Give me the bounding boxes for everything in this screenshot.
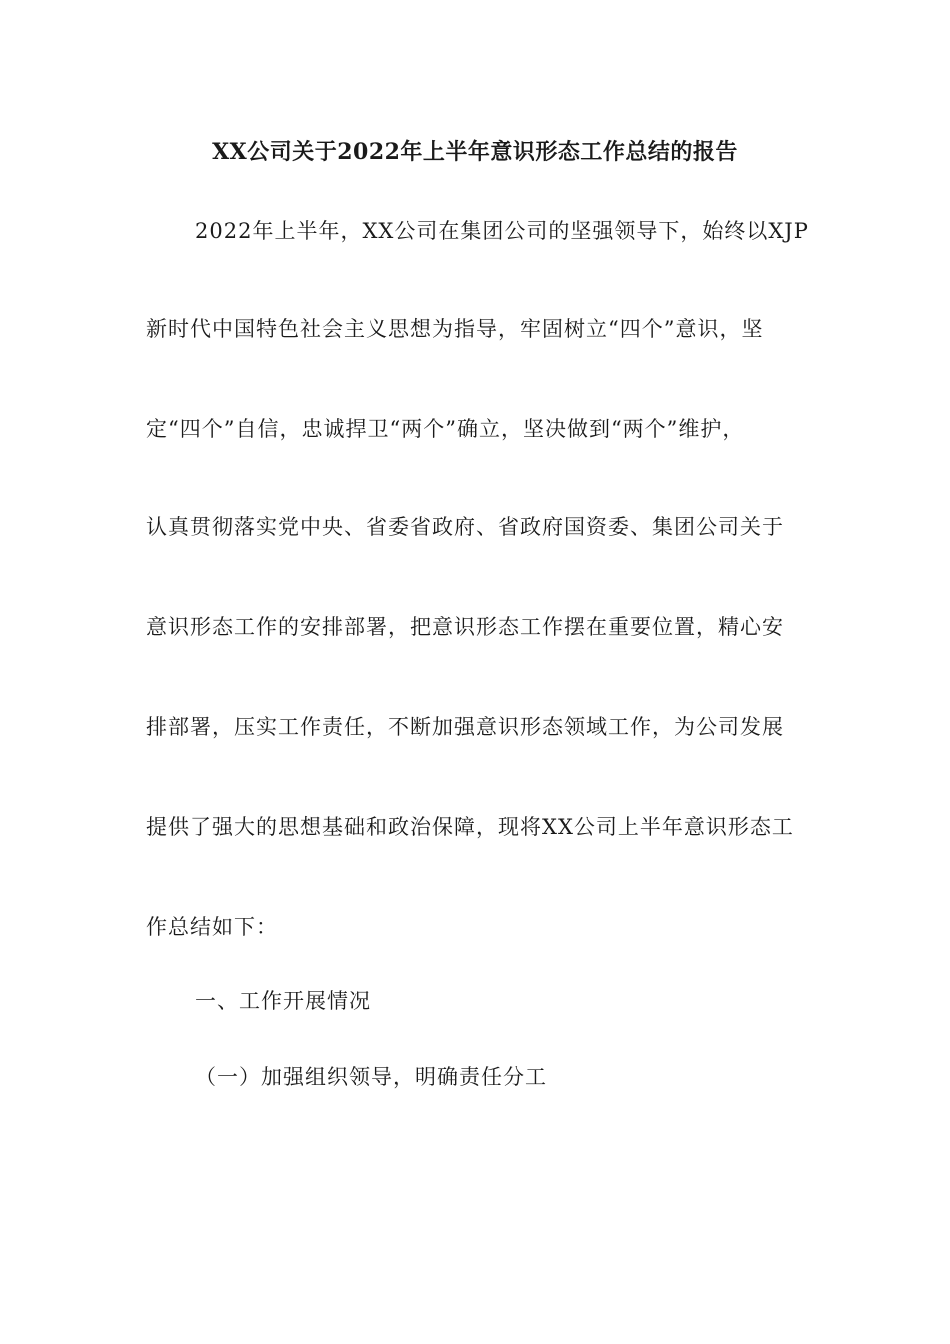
paragraph-line-5: 意识形态工作的安排部署，把意识形态工作摆在重要位置，精心安 <box>146 615 784 639</box>
paragraph-line-1: 2022年上半年，XX公司在集团公司的坚强领导下，始终以XJP <box>195 219 809 243</box>
paragraph-line-4: 认真贯彻落实党中央、省委省政府、省政府国资委、集团公司关于 <box>146 515 784 539</box>
paragraph-line-3: 定“四个”自信，忠诚捍卫“两个”确立，坚决做到“两个”维护， <box>146 417 745 441</box>
document-title: XX公司关于2022年上半年意识形态工作总结的报告 <box>212 139 738 165</box>
paragraph-line-6: 排部署，压实工作责任，不断加强意识形态领域工作，为公司发展 <box>146 715 784 739</box>
paragraph-line-7: 提供了强大的思想基础和政治保障，现将XX公司上半年意识形态工 <box>146 815 794 839</box>
paragraph-line-8: 作总结如下： <box>146 915 278 939</box>
subsection-heading: （一）加强组织领导，明确责任分工 <box>195 1065 547 1089</box>
paragraph-line-2: 新时代中国特色社会主义思想为指导，牢固树立“四个”意识，坚 <box>146 317 764 341</box>
section-heading: 一、工作开展情况 <box>195 989 371 1013</box>
